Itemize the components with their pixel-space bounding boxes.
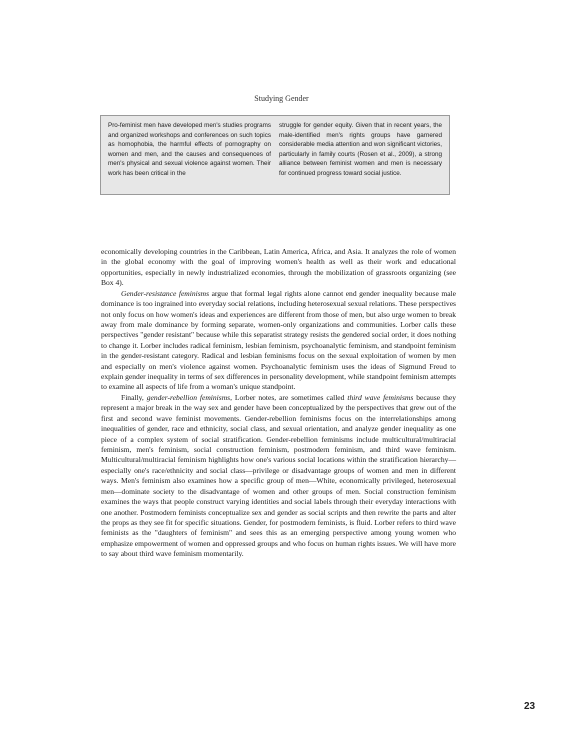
box-left-column: Pro-feminist men have developed men's studies programs and organized workshops and conferences on such topics as homophobia, the harmful effects of pornography on women and men, and the causes and consequences of men's physical and sexual violence against women. Their work has been critical in the <box>108 122 271 177</box>
body-text <box>101 247 456 560</box>
paragraph-3 <box>101 393 456 560</box>
paragraph-2-text: argue that formal legal rights alone cannot end gender inequality because male dominance is too ingrained into everyday social relations, including heterosexual sexual relations. These perspectives not only focus on how women's ideas and experiences are different from those of men, but also urge women to break away from male dominance by forming separate, women-only organizations and communities. Lorber calls these perspectives "gender resistant" because while this separatist strategy resists the gendered social order, it does nothing to change it. Lorber includes radical feminism, lesbian feminism, psychoanalytic feminism, and standpoint feminism in the gender-resistant category. Radical and lesbian feminisms focus on the sexual exploitation of women by men and especially on men's violence against women. Psychoanalytic feminism uses the ideas of Sigmund Freud to explain gender inequality in terms of sex differences in personality development, while standpoint feminism attempts to examine all aspects of life from a woman's unique standpoint. <box>101 288 457 392</box>
term-gender-rebellion: gender-rebellion feminisms <box>146 392 231 402</box>
page-number: 23 <box>524 701 536 712</box>
term-gender-resistance: Gender-resistance feminisms <box>121 288 210 298</box>
sidebar-box <box>100 115 450 195</box>
running-header: Studying Gender <box>254 94 309 103</box>
paragraph-3-start: Finally, <box>121 392 147 402</box>
paragraph-2 <box>101 289 456 393</box>
box-right-column: struggle for gender equity. Given that in recent years, the male-identified men's rights groups have garnered considerable media attention and won significant victories, particularly in family courts (Rosen et al., 2009), a strong alliance between feminist women and men is necessary for continued progress toward social justice. <box>279 122 442 177</box>
paragraph-1: economically developing countries in the Caribbean, Latin America, Africa, and Asia. It analyzes the role of women in the global economy with the goal of improving women's health as well as their work and educational opportunities, especially in newly industrialized economies, through the mobilization of grassroots organizing (see Box 4). <box>101 247 456 288</box>
paragraph-3-text: because they represent a major break in the way sex and gender have been conceptualized by the perspectives that grew out of the first and second wave feminist movements. Gender-rebellion feminisms focus on the interrelationships among inequalities of gender, race and ethnicity, social class, and sexual orientation, and analyze gender inequality as one piece of a complex system of social stratification. Gender-rebellion feminisms include multicultural/multiracial feminism, men's feminism, social construction feminism, postmodern feminism, and third wave feminism. Multicultural/multiracial feminism highlights how one's various social locations within the stratification hierarchy—especially one's race/ethnicity and social class—privilege or disadvantage groups of women and men in different ways. Men's feminism also examines how a specific group of men—White, economically privileged, heterosexual men—dominate society to the disadvantage of women and other groups of men. Social construction feminism examines the ways that people construct varying identities and social labels through their everyday interactions with one another. Postmodern feminists conceptualize sex and gender as social scripts and then rewrite the parts and alter the props as they see fit for specific situations. Gender, for postmodern feminists, is fluid. Lorber refers to third wave feminists as the "daughters of feminism" and sees this as an emerging perspective among young women who emphasize empowerment of women and oppressed groups and who focus on human rights issues. We will have more to say about third wave feminism momentarily. <box>101 392 456 559</box>
term-third-wave: third wave feminisms <box>347 392 414 402</box>
paragraph-3-mid: , Lorber notes, are sometimes called <box>230 392 348 402</box>
